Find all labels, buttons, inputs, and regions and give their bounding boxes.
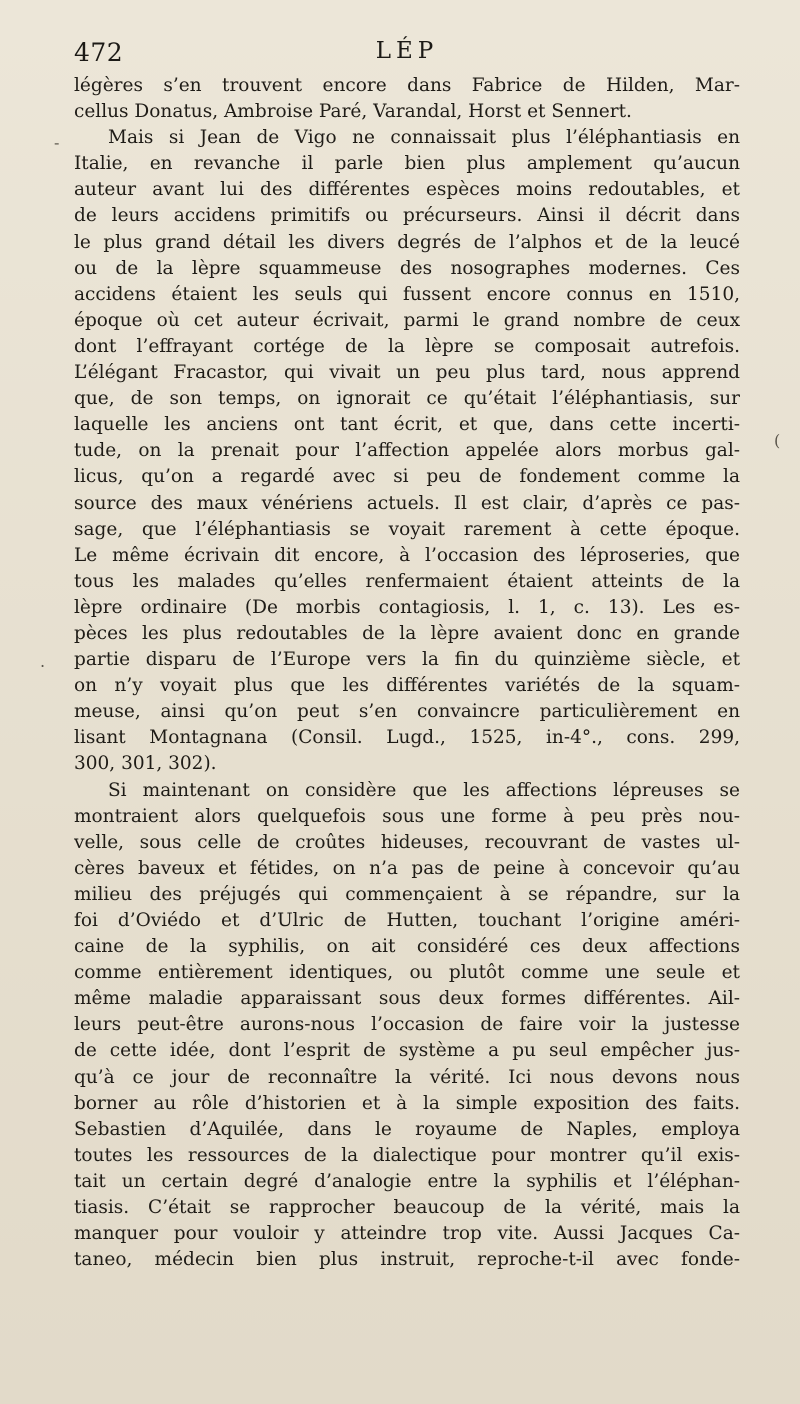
text-line: époque où cet auteur écrivait, parmi le grand nombre de ceux <box>74 309 740 331</box>
text-line: dont l’effrayant cortége de la lèpre se composait autrefois. <box>74 335 740 357</box>
text-line: de cette idée, dont l’esprit de système a pu seul empêcher jus- <box>74 1040 740 1062</box>
text-line: laquelle les anciens ont tant écrit, et que, dans cette incerti- <box>74 414 740 436</box>
text-line: Sebastien d’Aquilée, dans le royaume de Naples, employa <box>74 1118 740 1140</box>
text-line: meuse, ainsi qu’on peut s’en convaincre particulièrement en <box>74 701 740 723</box>
text-line: 300, 301, 302). <box>74 753 217 775</box>
text-line: même maladie apparaissant sous deux formes différentes. Ail- <box>74 988 740 1010</box>
text-line: foi d’Oviédo et d’Ulric de Hutten, touchant l’origine améri- <box>74 910 740 931</box>
text-line: borner au rôle d’historien et à la simple exposition des faits. <box>74 1092 740 1114</box>
text-line: comme entièrement identiques, ou plutôt comme une seule et <box>74 962 740 984</box>
text-line: auteur avant lui des différentes espèces moins redoutables, et <box>74 179 740 201</box>
text-line: ou de la lèpre squammeuse des nosographes modernes. Ces <box>74 257 740 279</box>
text-line: Mais si Jean de Vigo ne connaissait plus l’éléphantiasis en <box>108 127 740 149</box>
text-line: tude, on la prenait pour l’affection appelée alors morbus gal- <box>74 440 740 462</box>
text-line: cellus Donatus, Ambroise Paré, Varandal, Horst et Sennert. <box>74 101 632 123</box>
text-line: Le même écrivain dit encore, à l’occasion des léproseries, que <box>74 544 740 566</box>
text-line: lèpre ordinaire (De morbis contagiosis, l. 1, c. 13). Les es- <box>74 596 740 618</box>
text-line: milieu des préjugés qui commençaient à se répandre, sur la <box>74 883 740 905</box>
text-line: Italie, en revanche il parle bien plus amplement qu’aucun <box>74 153 740 175</box>
page-header <box>74 38 740 72</box>
text-line: lisant Montagnana (Consil. Lugd., 1525, in-4°., cons. 299, <box>74 727 740 749</box>
text-line: Si maintenant on considère que les affections lépreuses se <box>108 779 740 801</box>
margin-mark-paren: ( <box>774 431 781 450</box>
text-line: tous les malades qu’elles renfermaient étaient atteints de la <box>74 570 740 592</box>
text-line: légères s’en trouvent encore dans Fabrice de Hilden, Mar- <box>74 75 740 96</box>
margin-mark-dot: . <box>40 652 46 671</box>
text-line: sage, que l’éléphantiasis se voyait rarement à cette époque. <box>74 518 740 540</box>
text-line: que, de son temps, on ignorait ce qu’était l’éléphantiasis, sur <box>74 388 740 410</box>
page-number: 472 <box>74 38 124 67</box>
text-line: L’élégant Fracastor, qui vivait un peu plus tard, nous apprend <box>74 362 740 384</box>
text-line: montraient alors quelquefois sous une forme à peu près nou- <box>74 805 740 827</box>
running-head: LÉP <box>375 38 439 64</box>
text-line: pèces les plus redoutables de la lèpre avaient donc en grande <box>74 622 740 644</box>
text-line: accidens étaient les seuls qui fussent encore connus en 1510, <box>74 283 740 305</box>
text-line: manquer pour vouloir y atteindre trop vite. Aussi Jacques Ca- <box>74 1223 740 1245</box>
text-line: taneo, médecin bien plus instruit, reproche-t-il avec fonde- <box>74 1249 740 1271</box>
text-line: tiasis. C’était se rapprocher beaucoup de la vérité, mais la <box>74 1197 740 1219</box>
text-line: qu’à ce jour de reconnaître la vérité. Ici nous devons nous <box>74 1066 740 1088</box>
margin-mark-dash: - <box>54 133 60 152</box>
text-line: le plus grand détail les divers degrés de l’alphos et de la leucé <box>74 231 740 253</box>
text-line: de leurs accidens primitifs ou précurseurs. Ainsi il décrit dans <box>74 205 740 227</box>
text-line: toutes les ressources de la dialectique pour montrer qu’il exis- <box>74 1144 740 1166</box>
text-line: on n’y voyait plus que les différentes variétés de la squam- <box>74 675 740 697</box>
text-line: licus, qu’on a regardé avec si peu de fondement comme la <box>74 466 740 488</box>
text-line: velle, sous celle de croûtes hideuses, recouvrant de vastes ul- <box>74 831 740 853</box>
text-line: source des maux vénériens actuels. Il est clair, d’après ce pas- <box>74 492 740 514</box>
text-line: tait un certain degré d’analogie entre la syphilis et l’éléphan- <box>74 1170 740 1192</box>
text-line: caine de la syphilis, on ait considéré ces deux affections <box>74 936 740 958</box>
body-text <box>74 73 740 1273</box>
text-line: leurs peut-être aurons-nous l’occasion de faire voir la justesse <box>74 1014 740 1036</box>
text-line: partie disparu de l’Europe vers la fin du quinzième siècle, et <box>74 649 740 671</box>
text-line: cères baveux et fétides, on n’a pas de peine à concevoir qu’au <box>74 857 740 879</box>
